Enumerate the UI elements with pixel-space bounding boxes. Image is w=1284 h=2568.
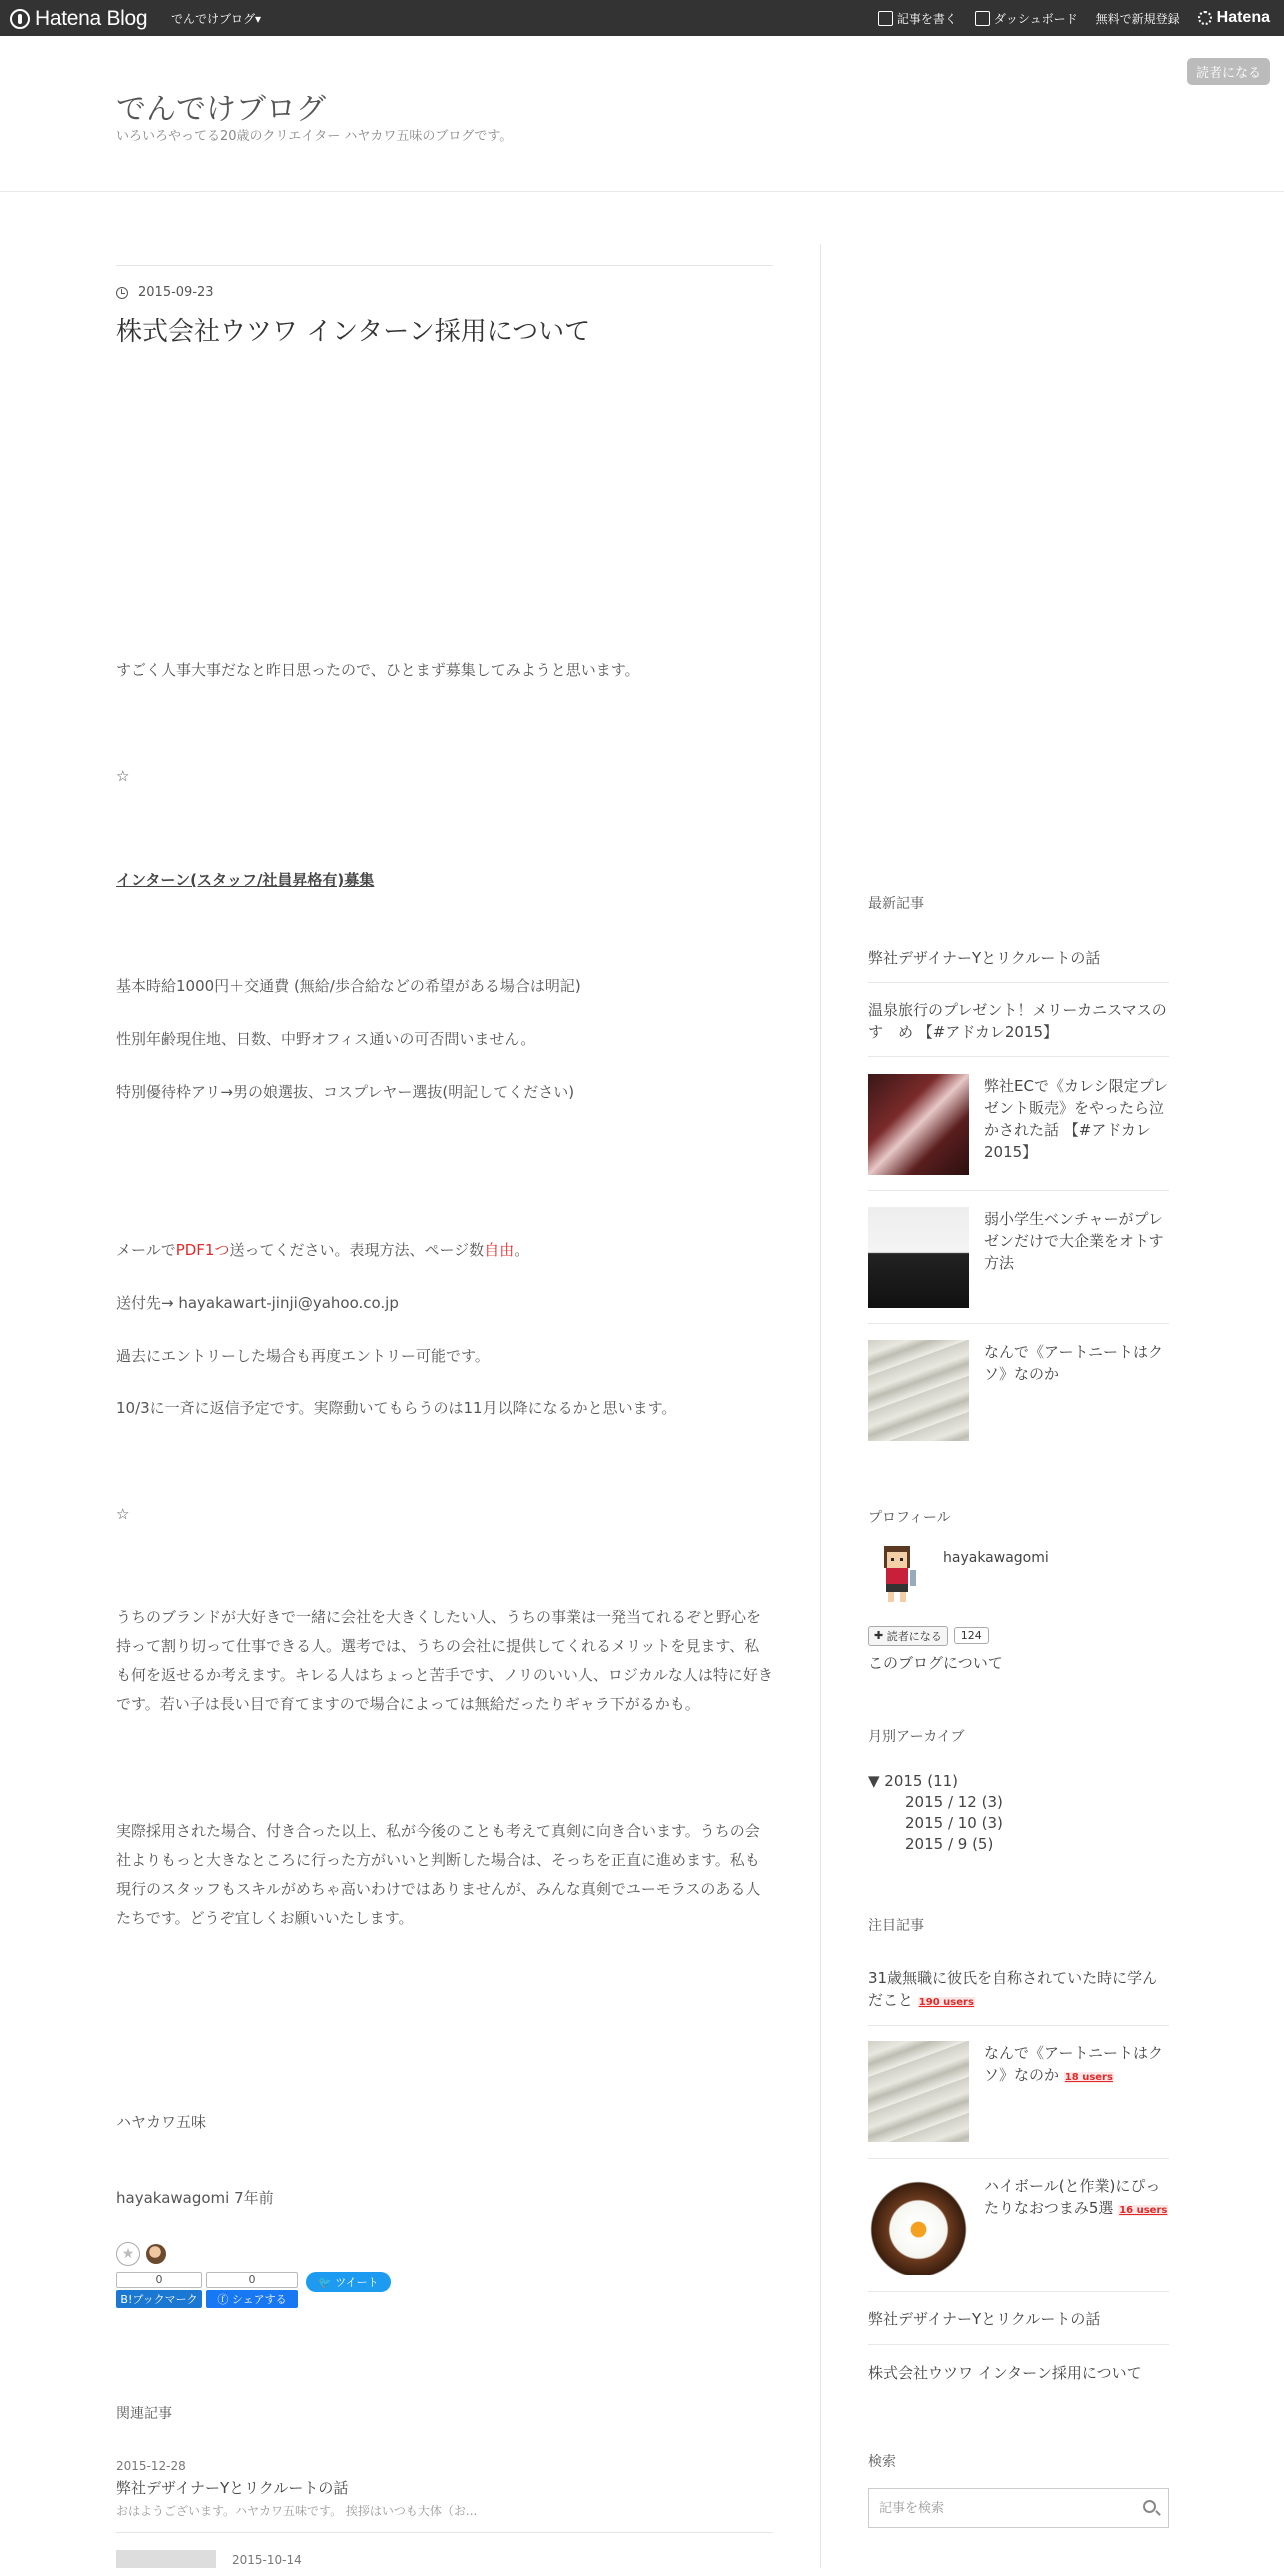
facebook-share-label — [206, 2290, 298, 2308]
popular-entry[interactable] — [868, 2174, 1169, 2275]
signup-link[interactable]: 無料で新規登録 — [1095, 11, 1180, 26]
recruit-heading: インターン(スタッフ/社員昇格有)募集 — [116, 871, 375, 889]
search-icon[interactable] — [1143, 2500, 1156, 2513]
write-entry-link[interactable] — [878, 10, 957, 27]
dashboard-icon — [975, 11, 990, 26]
paragraph: 過去にエントリーした場合も再度エントリー可能です。 — [116, 1347, 490, 1365]
archive-heading — [868, 1726, 1169, 1746]
divider — [868, 1190, 1169, 1191]
mail-text: 。 — [514, 1241, 530, 1259]
recent-entry-title[interactable]: 弱小学生ベンチャーがプレゼンだけで大企業をオトす方法 — [984, 1210, 1164, 1272]
pencil-icon — [878, 11, 893, 26]
mail-highlight: 自由 — [484, 1241, 515, 1259]
entry-thumbnail[interactable] — [868, 2174, 969, 2275]
divider — [868, 2291, 1169, 2292]
paragraph — [116, 1235, 773, 1265]
star-separator: ☆ — [116, 1505, 130, 1523]
paragraph: 基本時給1000円＋交通費 (無給/歩合給などの希望がある場合は明記) — [116, 977, 581, 995]
related-title[interactable]: 弊社デザイナーYとリクルートの話 — [116, 2479, 349, 2497]
popular-entry[interactable] — [868, 2308, 1169, 2330]
recent-entry[interactable] — [868, 999, 1169, 1043]
divider — [868, 2344, 1169, 2345]
subscriber-count[interactable]: 124 — [954, 1627, 989, 1644]
popular-entry-title[interactable]: 株式会社ウツワ インターン採用について — [868, 2364, 1142, 2382]
related-excerpt: おはようございます。ハヤカワ五味です。 挨拶はいつも大体（お... — [116, 2504, 478, 2518]
entry-thumbnail[interactable] — [868, 2041, 969, 2142]
popular-entry-title[interactable] — [984, 2175, 1169, 2222]
profile-avatar[interactable] — [868, 1540, 928, 1606]
related-thumbnail[interactable] — [116, 2550, 216, 2568]
related-date: 2015-10-14 — [232, 2553, 302, 2567]
logo-text: Hatena Blog — [35, 7, 148, 30]
bookmark-users-badge[interactable]: 190 users — [918, 1997, 974, 2008]
global-header — [0, 0, 1284, 36]
divider — [868, 2158, 1169, 2159]
popular-entry-title[interactable]: 弊社デザイナーYとリクルートの話 — [868, 2310, 1101, 2328]
search-module — [868, 2488, 1169, 2528]
paragraph: すごく人事大事だなと昨日思ったので、ひとまず募集してみようと思います。 — [116, 661, 640, 679]
popular-entry[interactable] — [868, 2362, 1169, 2384]
subscribe-small-button[interactable] — [868, 1626, 948, 1646]
paragraph: 性別年齢現住地、日数、中野オフィス通いの可否問いません。 — [116, 1030, 536, 1048]
clock-icon — [116, 287, 128, 299]
popular-entry[interactable] — [868, 1967, 1169, 2014]
recent-entry-title[interactable]: 弊社ECで《カレシ限定プレゼント販売》をやったら泣かされた話 【#アドカレ2015】 — [984, 1077, 1168, 1161]
about-link[interactable] — [868, 1652, 1169, 1674]
entry-title[interactable]: 株式会社ウツワ インターン採用について — [116, 317, 591, 347]
facebook-icon: ⓕ — [217, 2293, 232, 2306]
entry-footer[interactable]: hayakawagomi 7年前 — [116, 2189, 274, 2207]
popular-entry-text: なんで《アートニートはクソ》なのか — [984, 2044, 1163, 2084]
write-entry-label: 記事を書く — [896, 11, 957, 26]
related-heading: 関連記事 — [116, 2406, 172, 2422]
popular-entry-text: 31歳無職に彼氏を自称されていた時に学んだこと — [868, 1969, 1158, 2009]
section-heading: プロフィール — [868, 1510, 951, 1526]
entry-thumbnail[interactable] — [868, 1074, 969, 1175]
archive-month[interactable]: 2015 / 12 (3) — [905, 1793, 1003, 1811]
blog-title[interactable]: でんでけブログ — [116, 92, 326, 127]
entry-date-text: 2015-09-23 — [138, 285, 214, 300]
recent-entry-title[interactable]: なんで《アートニートはクソ》なのか — [984, 1343, 1163, 1383]
search-heading — [868, 2451, 1169, 2471]
plus-icon: ✚ — [874, 1629, 887, 1642]
star-user-avatar[interactable] — [146, 2244, 166, 2264]
twitter-bird-icon: 🐦 — [318, 2275, 336, 2289]
facebook-share-text: シェアする — [231, 2293, 287, 2306]
dashboard-label: ダッシュボード — [993, 11, 1078, 26]
dashboard-link[interactable] — [975, 10, 1078, 27]
global-nav — [860, 0, 1270, 36]
popular-heading — [868, 1915, 1169, 1935]
recent-entry-title[interactable]: 弊社デザイナーYとリクルートの話 — [868, 949, 1101, 967]
profile-heading — [868, 1507, 1169, 1527]
facebook-share-button[interactable] — [206, 2272, 298, 2308]
entry-thumbnail[interactable] — [868, 1340, 969, 1441]
mail-text: 送ってください。表現方法、ページ数 — [229, 1241, 485, 1259]
bookmark-count: 0 — [116, 2272, 202, 2288]
search-input[interactable] — [869, 2489, 1119, 2527]
divider — [116, 2532, 773, 2533]
signature: ハヤカワ五味 — [116, 2113, 207, 2131]
popular-entry-title[interactable] — [984, 2042, 1169, 2089]
entry-date[interactable] — [116, 285, 214, 300]
add-star-icon[interactable]: ★ — [116, 2242, 140, 2266]
related-entry[interactable] — [116, 2459, 773, 2519]
entry-thumbnail[interactable] — [868, 1207, 969, 1308]
divider — [868, 1323, 1169, 1324]
paragraph: 実際採用された場合、付き合った以上、私が今後のことも考えて真剣に向き合います。うちの会社よりもっと大きなところに行った方がいいと判断した場合は、そっちを正直に進めます。私も現行のスタッフもスキルがめちゃ高いわけではありませんが、みんな真剣でユーモラスのある人たちです。どうぞ宜しくお願いいたします。 — [116, 1822, 761, 1927]
search-box — [868, 2488, 1169, 2528]
related-date: 2015-12-28 — [116, 2459, 186, 2473]
profile-block — [868, 1540, 1169, 1610]
mail-text: メールで — [116, 1241, 176, 1259]
archive-list — [868, 1771, 1169, 1855]
hatena-brand-label: Hatena — [1216, 9, 1270, 26]
mail-highlight: PDF1つ — [175, 1241, 230, 1259]
bookmark-users-badge[interactable]: 16 users — [1119, 2205, 1168, 2216]
blog-menu-dropdown[interactable]: でんでけブログ▾ — [171, 12, 262, 26]
blog-description: いろいろやってる20歳のクリエイター ハヤカワ五味のブログです。 — [116, 129, 513, 144]
subscribe-small-label: 読者になる — [886, 1629, 942, 1643]
popular-entry-title[interactable] — [868, 1967, 1169, 2014]
recent-entry[interactable] — [868, 1074, 1169, 1175]
paragraph: 10/3に一斉に返信予定です。実際動いてもらうのは11月以降になるかと思います。 — [116, 1399, 677, 1417]
paragraph — [116, 865, 773, 895]
section-heading: 最新記事 — [868, 896, 924, 912]
star-separator: ☆ — [116, 767, 130, 785]
blog-header — [0, 36, 1284, 192]
tweet-button[interactable] — [306, 2272, 391, 2292]
star-row — [116, 2242, 166, 2266]
bookmark-users-badge[interactable]: 18 users — [1064, 2072, 1113, 2083]
about-blog-link[interactable]: このブログについて — [868, 1654, 1003, 1672]
recent-entry[interactable] — [868, 947, 1169, 969]
related-entry[interactable] — [232, 2553, 632, 2567]
recent-entry-title[interactable]: 温泉旅行のプレゼント！メリーカニスマスのす め 【#アドカレ2015】 — [868, 1001, 1167, 1041]
archive-month[interactable]: 2015 / 10 (3) — [905, 1814, 1003, 1832]
section-heading: 月別アーカイブ — [868, 1729, 965, 1745]
column-divider — [820, 244, 821, 2568]
facebook-count: 0 — [206, 2272, 298, 2288]
section-heading: 注目記事 — [868, 1918, 924, 1934]
popular-entry[interactable] — [868, 2041, 1169, 2142]
divider — [868, 1056, 1169, 1057]
bookmark-label: B!ブックマーク — [116, 2290, 202, 2308]
hatena-blog-logo[interactable] — [10, 7, 147, 31]
hatena-dots-icon — [1198, 11, 1212, 25]
profile-actions — [868, 1624, 1169, 1646]
archive-month[interactable]: 2015 / 9 (5) — [905, 1835, 994, 1853]
hatena-logo-icon — [10, 9, 30, 29]
archive-year[interactable]: ▼ 2015 (11) — [868, 1772, 959, 1790]
hatena-bookmark-button[interactable] — [116, 2272, 202, 2308]
divider — [868, 982, 1169, 983]
sidebar-recent-heading — [868, 893, 1169, 913]
paragraph: 特別優待枠アリ→男の娘選抜、コスプレヤー選抜(明記してください) — [116, 1083, 575, 1101]
hatena-brand-link[interactable] — [1198, 9, 1270, 27]
recent-entry[interactable] — [868, 1207, 1169, 1308]
tweet-label: ツイート — [335, 2276, 379, 2289]
section-heading: 検索 — [868, 2454, 896, 2470]
divider — [868, 2025, 1169, 2026]
popular-entry-text: ハイボール(と作業)にぴったりなおつまみ5選 — [984, 2177, 1161, 2217]
divider — [116, 265, 773, 266]
paragraph: うちのブランドが大好きで一緒に会社を大きくしたい人、うちの事業は一発当てれるぞと野心を持って割り切って仕事できる人。選考では、うちの会社に提供してくれるメリットを見ます、私も何を返せるか考えます。キレる人はちょっと苦手です、ノリのいい人、ロジカルな人は特に好きです。若い子は長い目で育てますので場合によっては無給だったりギャラ下がるかも。 — [116, 1608, 773, 1713]
profile-name[interactable]: hayakawagomi — [943, 1550, 1049, 1566]
paragraph: 送付先→ hayakawart-jinji@yahoo.co.jp — [116, 1294, 399, 1312]
subscribe-button[interactable]: 読者になる — [1187, 58, 1270, 85]
share-buttons — [116, 2272, 391, 2308]
recent-entry[interactable] — [868, 1340, 1169, 1441]
